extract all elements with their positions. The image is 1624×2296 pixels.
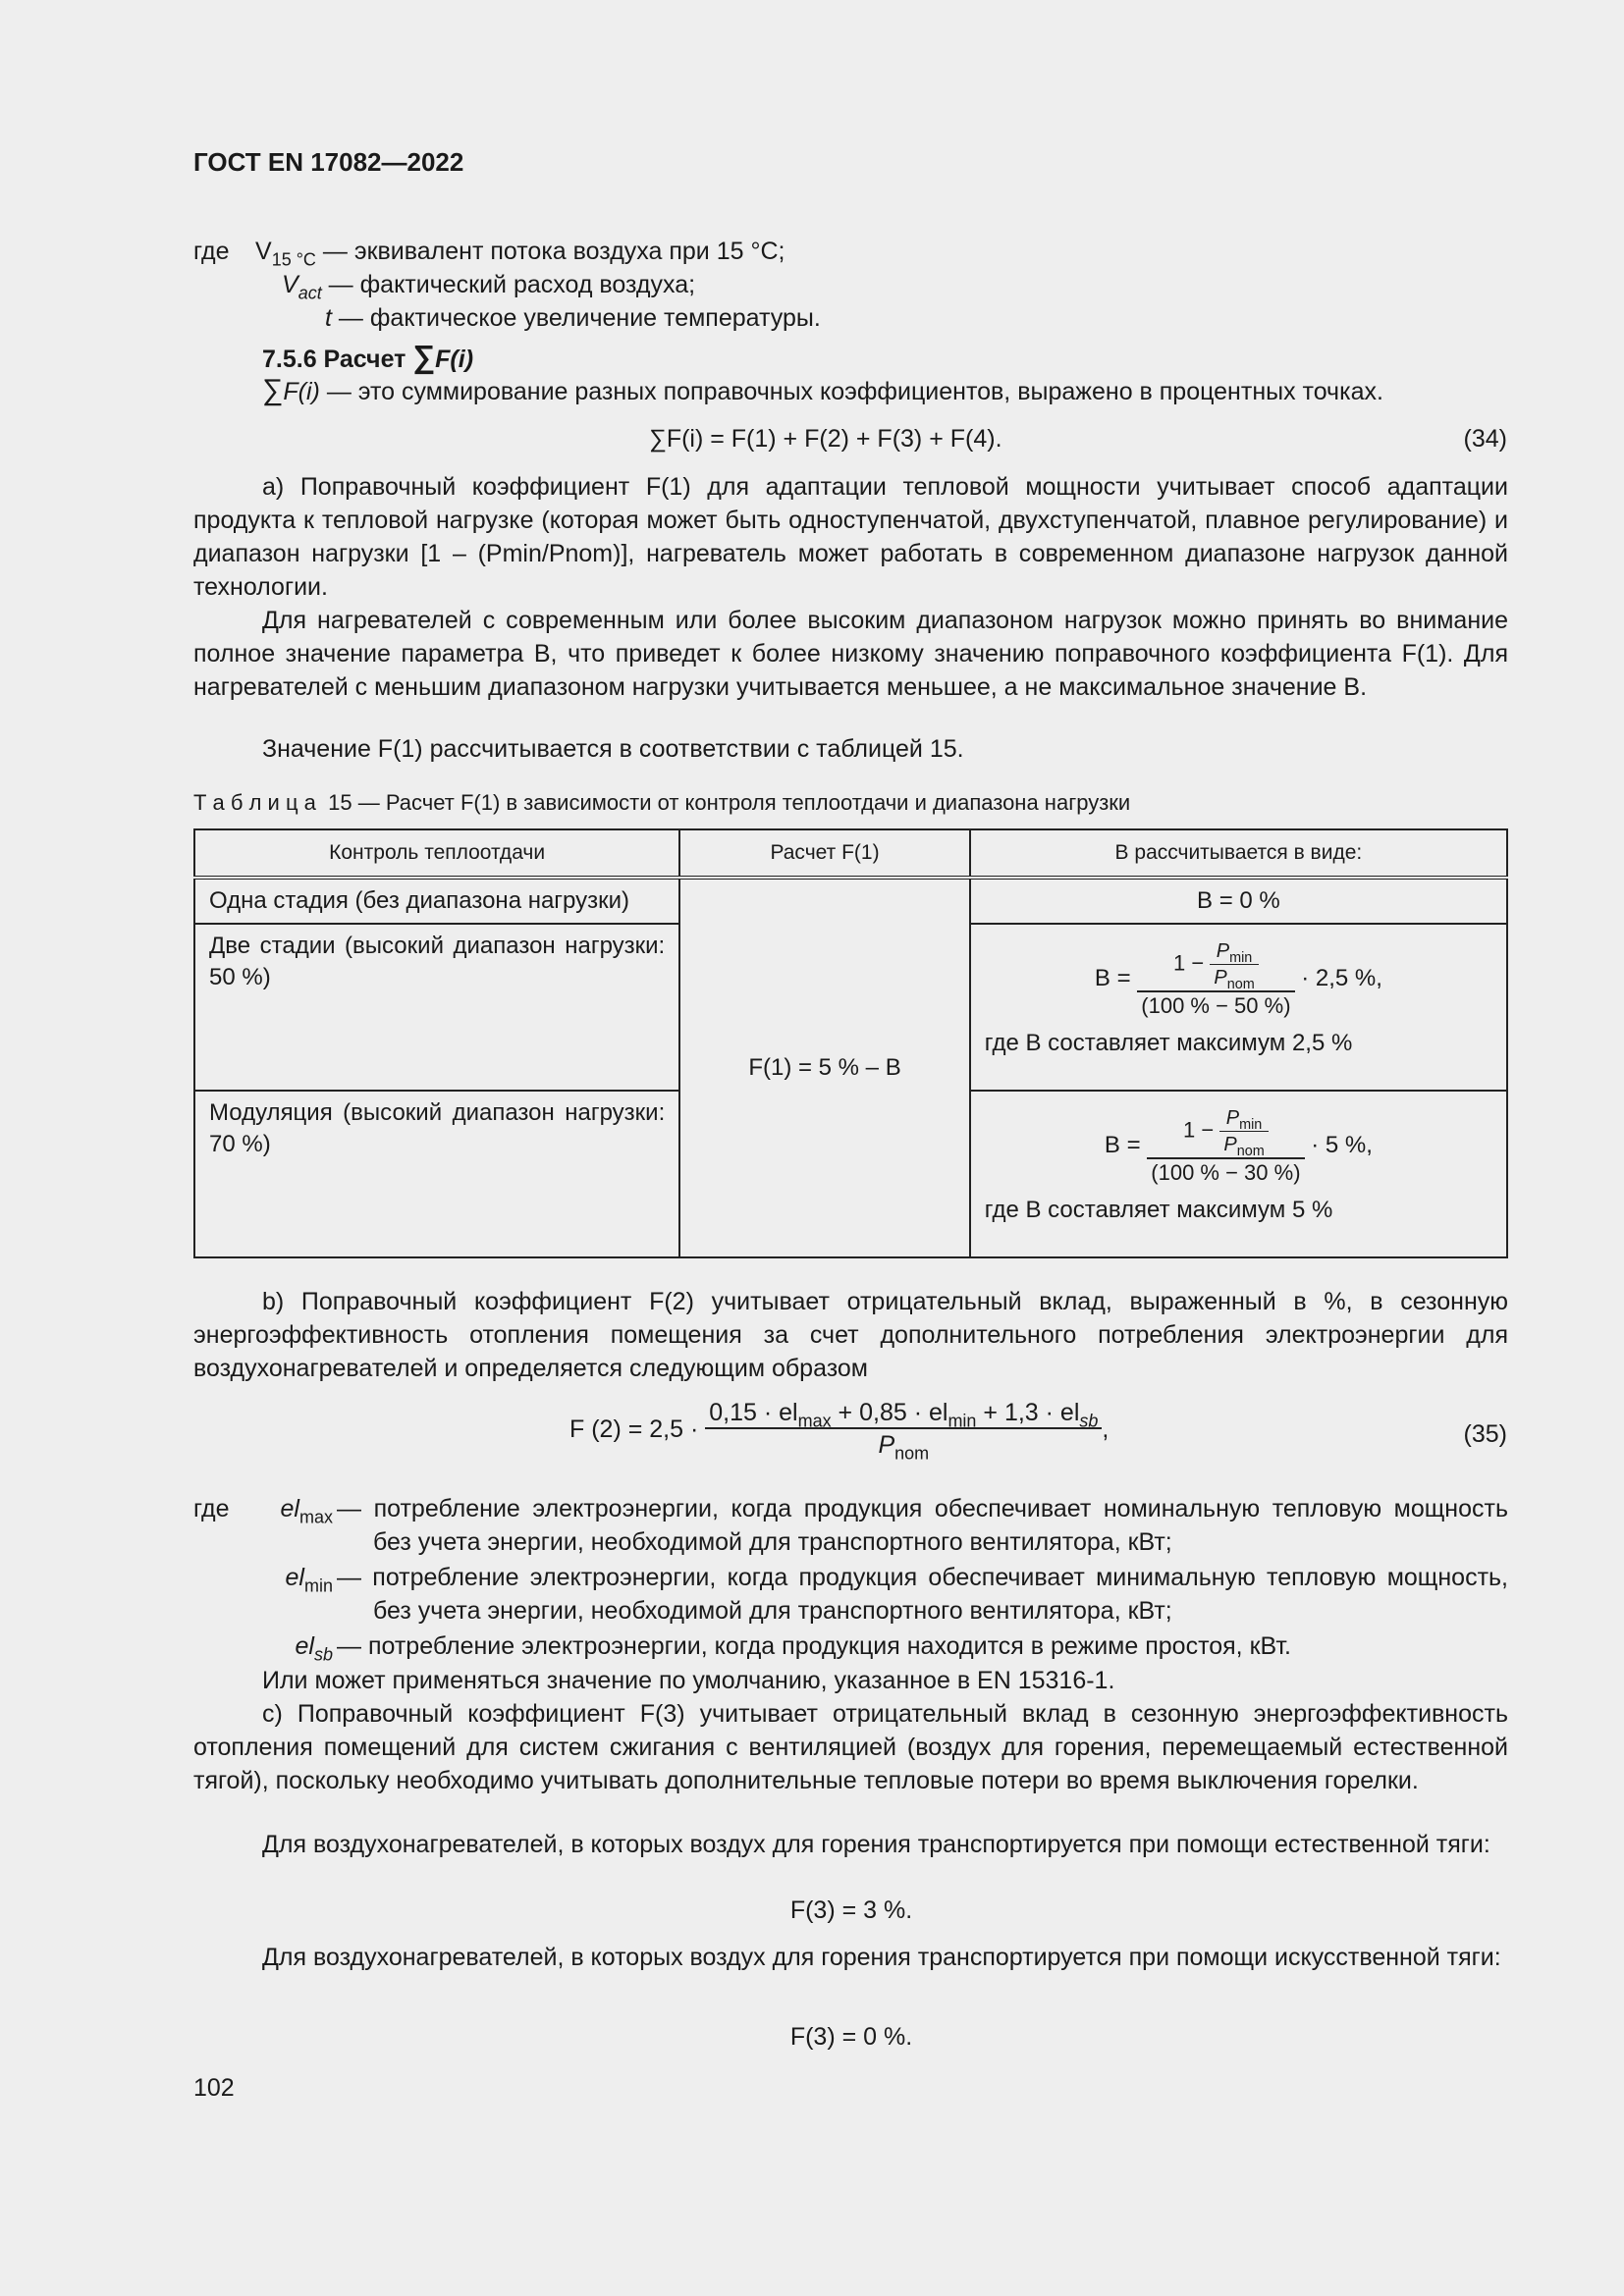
elsb-sym: el (295, 1632, 314, 1660)
pnom-symbol: P (1214, 967, 1227, 988)
eq35-den-sub: nom (894, 1443, 930, 1464)
table-cell-row2-col3 (970, 924, 1507, 1091)
symbol-t: t (325, 304, 332, 332)
equation-35-number: (35) (1463, 1420, 1507, 1448)
where-label-2: где (193, 1495, 230, 1522)
equation-f3-natural: F(3) = 3 %. (789, 1896, 913, 1924)
paragraph-c2: Для воздухонагревателей, в которых воздух для горения транспортируется при помощи естественной тяги: (262, 1831, 1490, 1858)
where-label: где (193, 238, 230, 265)
table-cell-row1-col3: B = 0 % (970, 878, 1507, 924)
table-caption-label: Т а б л и ц а (193, 790, 316, 815)
equation-f3-forced: F(3) = 0 %. (789, 2023, 913, 2051)
table-caption-text: 15 — Расчет F(1) в зависимости от контроля теплоотдачи и диапазона нагрузки (328, 790, 1131, 815)
symbol-v15-sub: 15 °C (271, 249, 316, 270)
document-header: ГОСТ EN 17082—2022 (193, 147, 464, 177)
section-heading-text: 7.5.6 Расчет (262, 346, 413, 373)
eq35-den: P (878, 1431, 895, 1459)
f1-formula-text: F(1) = 5 % – B (748, 1054, 901, 1081)
equation-34-number: (34) (1463, 425, 1507, 453)
paragraph-a2: Для нагревателей с современным или более высоким диапазоном нагрузок можно принять во внимание полное значение параметра B, что приведет к более низкому значению поправочного коэффициента F(1). Для нагревателей с меньшим диапазоном нагрузки учитывается меньшее, а не максимальное значение B. (193, 607, 1508, 701)
paragraph-a: a) Поправочный коэффициент F(1) для адаптации тепловой мощности учитывает способ адаптации продукта к тепловой нагрузке (которая может быть одноступенчатой, двухступенчатой, плавное регулирование) и диапазон нагрузки [1 – (Pmin/Pnom)], нагреватель может работать в современном диапазоне нагрузок данной технологии. (193, 473, 1508, 601)
formula-b-two-stage (985, 938, 1492, 1020)
definition-v15-text: — эквивалент потока воздуха при 15 °C; (322, 238, 785, 265)
equation-35 (569, 1398, 1110, 1464)
definition-v15 (255, 235, 785, 268)
pmin-sub: min (1239, 1117, 1263, 1134)
eq35-sub-min: min (947, 1411, 977, 1431)
equation-34: ∑F(i) = F(1) + F(2) + F(3) + F(4). (649, 425, 1002, 453)
symbol-elmin (254, 1561, 333, 1594)
pnom-sub: nom (1226, 977, 1255, 993)
pnom-sub: nom (1236, 1144, 1265, 1160)
formula-denominator: (100 % − 50 %) (1141, 993, 1291, 1018)
table-caption (193, 788, 1130, 818)
table-cell-row1-col1: Одна стадия (без диапазона нагрузки) (194, 878, 679, 924)
eq35-tail: , (1102, 1415, 1110, 1443)
formula-lhs: B = (1104, 1131, 1141, 1158)
paragraph-a3: Значение F(1) рассчитывается в соответствии с таблицей 15. (262, 735, 964, 763)
definition-elmin-text: — потребление электроэнергии, когда продукция обеспечивает минимальную тепловую мощность, без учета энергии, необходимой для транспортного вентилятора, кВт; (337, 1564, 1508, 1625)
table-cell-row3-col3 (970, 1091, 1507, 1257)
symbol-v15: V (255, 238, 272, 265)
formula-fraction (1137, 938, 1294, 1020)
section-heading (262, 340, 473, 376)
eq35-sub-max: max (797, 1411, 832, 1431)
symbol-elsb (254, 1629, 333, 1663)
sigma-symbol: ∑ (412, 339, 436, 374)
formula-b-modulation (985, 1105, 1492, 1187)
formula-num-prefix: 1 − (1173, 950, 1205, 976)
page-number: 102 (193, 2074, 235, 2102)
symbol-vact-sub: act (298, 283, 322, 303)
table-cell-row2-col1: Две стадии (высокий диапазон нагрузки: 50 %) (194, 924, 679, 1091)
definition-elsb-text: — потребление электроэнергии, когда продукция находится в режиме простоя, кВт. (337, 1632, 1291, 1660)
pmin-symbol: P (1216, 940, 1230, 962)
elsb-sub: sb (313, 1644, 333, 1665)
definition-vact-text: — фактический расход воздуха; (328, 271, 696, 298)
table-cell-f1-formula (679, 878, 970, 1257)
formula-note: где B составляет максимум 2,5 % (984, 1030, 1353, 1056)
pmin-sub: min (1229, 950, 1253, 967)
eq35-fraction (705, 1398, 1102, 1464)
paragraph-c: c) Поправочный коэффициент F(3) учитывает отрицательный вклад в сезонную энергоэффективность отопления помещений для систем сжигания с вентиляцией (воздух для горения, перемещаемый естественной тягой), поскольку необходимо учитывать дополнительные тепловые потери во время выключения горелки. (193, 1700, 1508, 1794)
symbol-elmax (254, 1492, 333, 1525)
formula-tail: · 2,5 %, (1301, 964, 1382, 991)
elmax-sub: max (298, 1507, 333, 1527)
formula-note: где B составляет максимум 5 % (984, 1197, 1333, 1223)
formula-denominator: (100 % − 30 %) (1151, 1160, 1301, 1185)
intro-f: F(i) (283, 378, 320, 405)
eq35-num-1: 0,15 · el (709, 1399, 798, 1426)
definition-vact (282, 268, 695, 301)
intro-text: — это суммирование разных поправочных коэффициентов, выражено в процентных точках. (319, 378, 1383, 405)
definition-t-text: — фактическое увеличение температуры. (338, 304, 821, 332)
elmax-sym: el (280, 1495, 299, 1522)
symbol-vact: V (282, 271, 298, 298)
elmin-sub: min (303, 1575, 333, 1596)
table-header-col1: Контроль теплоотдачи (194, 829, 679, 878)
eq35-lhs: F (2) = 2,5 · (569, 1415, 699, 1443)
paragraph-c3: Для воздухонагревателей, в которых воздух для горения транспортируется при помощи искусственной тяги: (262, 1944, 1501, 1971)
table-cell-row3-col1: Модуляция (высокий диапазон нагрузки: 70 %) (194, 1091, 679, 1257)
pmin-symbol: P (1225, 1107, 1240, 1129)
table-header-row (194, 829, 1507, 878)
elmin-sym: el (285, 1564, 304, 1591)
paragraph-default: Или может применяться значение по умолчанию, указанное в EN 15316-1. (262, 1667, 1115, 1694)
formula-num-prefix: 1 − (1183, 1117, 1215, 1143)
formula-tail: · 5 %, (1311, 1131, 1373, 1158)
eq35-num-2: + 0,85 · el (831, 1399, 948, 1426)
table-row (194, 878, 1507, 924)
table-header-col3: B рассчитывается в виде: (970, 829, 1507, 878)
eq35-num-3: + 1,3 · el (976, 1399, 1080, 1426)
table-15 (193, 828, 1508, 1258)
section-heading-f: F(i) (435, 346, 474, 373)
formula-fraction (1147, 1105, 1304, 1187)
table-header-col2: Расчет F(1) (679, 829, 970, 878)
eq35-sub-sb: sb (1079, 1411, 1099, 1431)
formula-lhs: B = (1094, 964, 1131, 991)
paragraph-b: b) Поправочный коэффициент F(2) учитывает отрицательный вклад, выраженный в %, в сезонную энергоэффективность отопления помещения за счет дополнительного потребления электроэнергии для воздухонагревателей и определяется следующим образом (193, 1288, 1508, 1382)
section-intro: ∑F(i) — это суммирование разных поправочных коэффициентов, выражено в процентных точках. (262, 374, 1383, 406)
definition-elmax-text: — потребление электроэнергии, когда продукция обеспечивает номинальную тепловую мощность без учета энергии, необходимой для транспортного вентилятора, кВт; (337, 1495, 1508, 1556)
pnom-symbol: P (1223, 1134, 1237, 1155)
definition-t (325, 301, 821, 335)
